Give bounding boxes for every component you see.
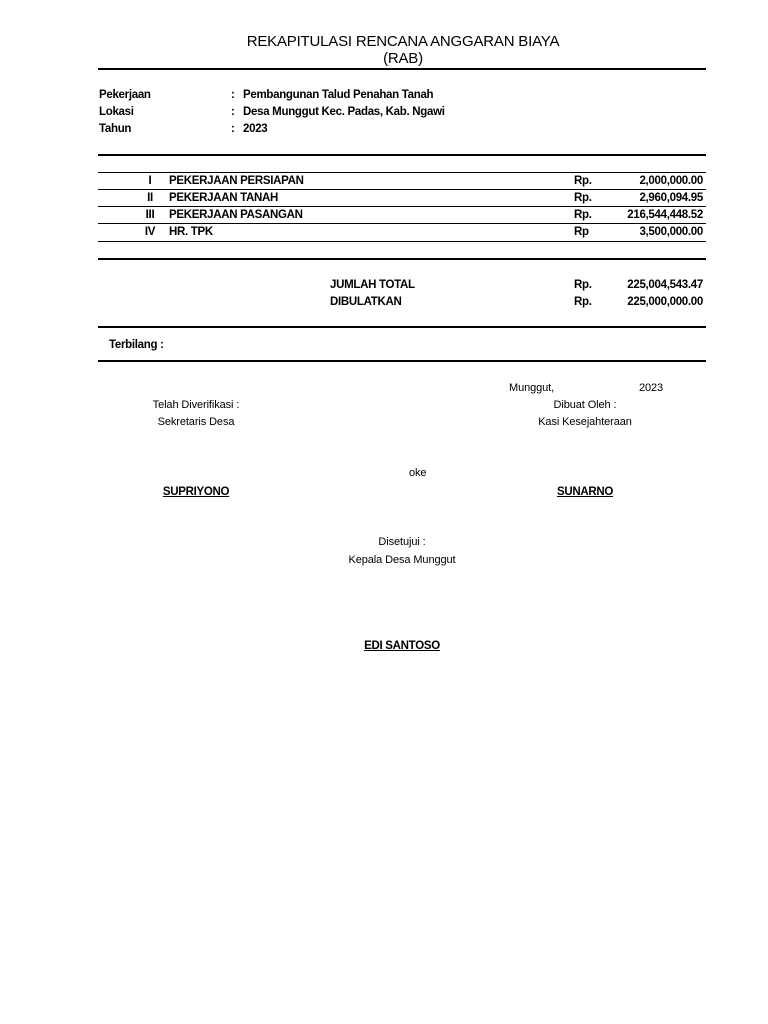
made-role: Kasi Kesejahteraan xyxy=(538,416,632,428)
document-subtitle: (RAB) xyxy=(383,50,423,67)
item-number: I xyxy=(148,175,152,187)
made-name: SUNARNO xyxy=(556,486,614,498)
signature-place: Munggut, xyxy=(509,382,555,394)
signature-year: 2023 xyxy=(639,382,664,394)
info-sep: : xyxy=(231,123,235,135)
verified-name: SUPRIYONO xyxy=(162,486,230,498)
row-divider xyxy=(98,206,706,207)
approved-role: Kepala Desa Munggut xyxy=(348,554,456,566)
item-name: PEKERJAAN TANAH xyxy=(169,192,279,204)
note-text: oke xyxy=(409,467,427,479)
item-amount: 2,960,094.95 xyxy=(639,192,703,204)
verified-role: Sekretaris Desa xyxy=(157,416,235,428)
total-label: JUMLAH TOTAL xyxy=(330,279,415,291)
divider xyxy=(98,360,706,362)
item-amount: 3,500,000.00 xyxy=(639,226,703,238)
terbilang-label: Terbilang : xyxy=(109,339,164,351)
rounded-label: DIBULATKAN xyxy=(330,296,402,308)
divider xyxy=(98,154,706,156)
info-label-tahun: Tahun xyxy=(99,123,132,135)
rounded-amount: 225,000,000.00 xyxy=(627,296,703,308)
item-currency: Rp. xyxy=(574,175,592,187)
document-title: REKAPITULASI RENCANA ANGGARAN BIAYA xyxy=(246,33,560,50)
item-amount: 2,000,000.00 xyxy=(639,175,703,187)
rounded-currency: Rp. xyxy=(574,296,592,308)
info-label-lokasi: Lokasi xyxy=(99,106,134,118)
item-name: HR. TPK xyxy=(169,226,213,238)
total-amount: 225,004,543.47 xyxy=(627,279,703,291)
row-divider xyxy=(98,223,706,224)
item-number: IV xyxy=(144,226,156,238)
item-name: PEKERJAAN PASANGAN xyxy=(169,209,303,221)
item-currency: Rp. xyxy=(574,192,592,204)
verified-label: Telah Diverifikasi : xyxy=(152,399,240,411)
item-amount: 216,544,448.52 xyxy=(627,209,703,221)
info-value-lokasi: Desa Munggut Kec. Padas, Kab. Ngawi xyxy=(243,106,445,118)
approved-label: Disetujui : xyxy=(378,536,426,548)
divider xyxy=(98,326,706,328)
item-currency: Rp. xyxy=(574,209,592,221)
divider xyxy=(98,68,706,70)
total-currency: Rp. xyxy=(574,279,592,291)
info-sep: : xyxy=(231,89,235,101)
approved-name: EDI SANTOSO xyxy=(364,640,440,652)
info-value-pekerjaan: Pembangunan Talud Penahan Tanah xyxy=(243,89,434,101)
item-number: III xyxy=(145,209,155,221)
info-value-tahun: 2023 xyxy=(243,123,268,135)
item-name: PEKERJAAN PERSIAPAN xyxy=(169,175,304,187)
table-top-border xyxy=(98,172,706,173)
row-divider xyxy=(98,189,706,190)
item-number: II xyxy=(147,192,153,204)
made-label: Dibuat Oleh : xyxy=(553,399,617,411)
table-bottom-border xyxy=(98,241,706,242)
info-sep: : xyxy=(231,106,235,118)
item-currency: Rp xyxy=(574,226,589,238)
info-label-pekerjaan: Pekerjaan xyxy=(99,89,151,101)
divider xyxy=(98,258,706,260)
